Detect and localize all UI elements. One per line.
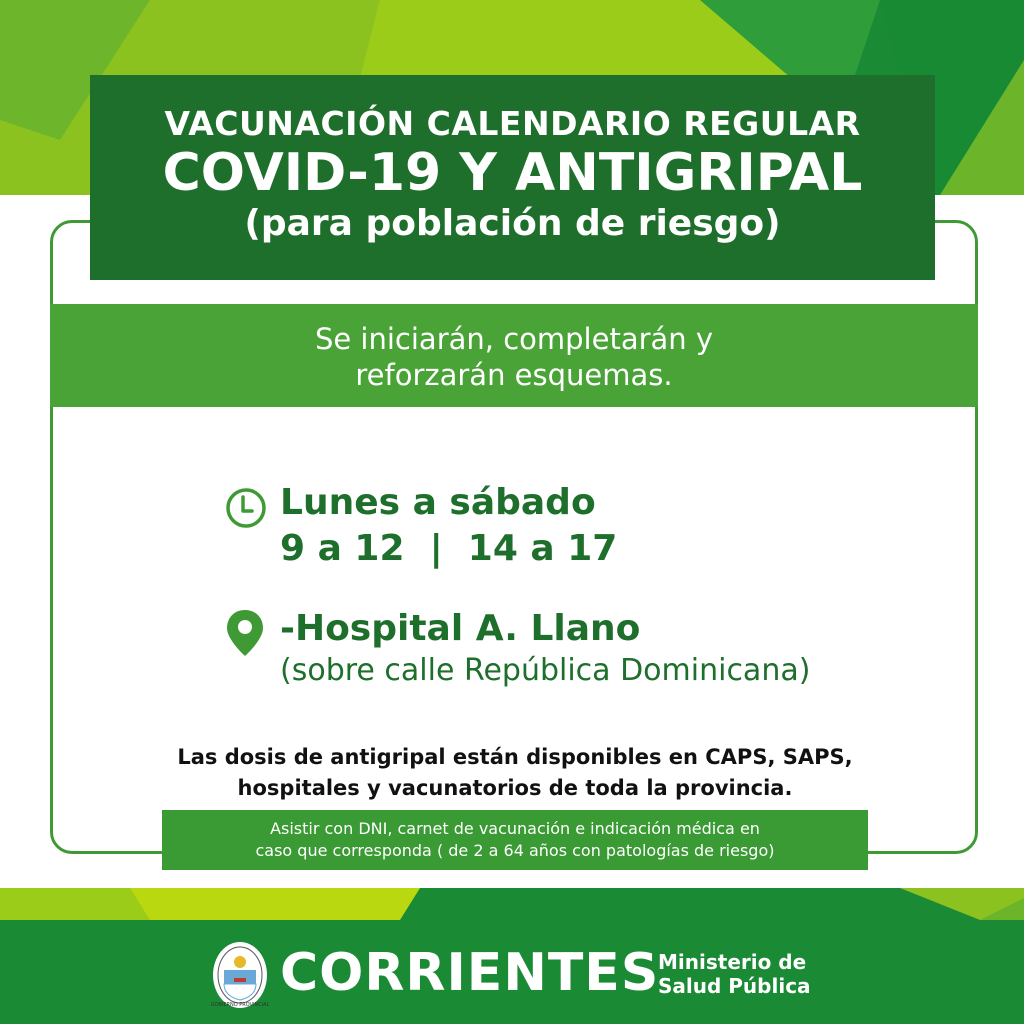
requirements-box xyxy=(162,810,868,870)
schemes-band xyxy=(50,304,978,407)
provincial-seal-icon xyxy=(211,940,269,1010)
province-name: CORRIENTES xyxy=(280,943,660,1003)
availability-note xyxy=(130,742,900,804)
band-line-2: reforzarán esquemas. xyxy=(355,358,673,392)
requirements-line-2: caso que corresponda ( de 2 a 64 años con patologías de riesgo) xyxy=(255,841,775,860)
location-pin-icon xyxy=(224,606,270,662)
schedule-row xyxy=(224,480,617,572)
location-detail: (sobre calle República Dominicana) xyxy=(280,653,811,688)
schedule-days: Lunes a sábado xyxy=(280,482,596,523)
title-line-1: VACUNACIÓN CALENDARIO REGULAR xyxy=(164,104,861,143)
band-line-1: Se iniciarán, completarán y xyxy=(314,322,714,356)
schedule-hours: 9 a 12 | 14 a 17 xyxy=(280,528,618,569)
title-line-2: COVID-19 Y ANTIGRIPAL xyxy=(162,143,863,203)
requirements-line-1: Asistir con DNI, carnet de vacunación e indicación médica en xyxy=(270,819,760,838)
ministry-name xyxy=(658,950,811,998)
location-place: -Hospital A. Llano xyxy=(280,608,641,649)
ministry-line-2: Salud Pública xyxy=(658,974,811,998)
title-box xyxy=(90,75,935,280)
title-line-3: (para población de riesgo) xyxy=(244,203,781,244)
location-row xyxy=(224,606,810,690)
note-line-1: Las dosis de antigripal están disponibles en CAPS, SAPS, xyxy=(177,745,853,769)
note-line-2: hospitales y vacunatorios de toda la provincia. xyxy=(237,776,793,800)
seal-caption: GOBIERNO PROVINCIAL xyxy=(211,1002,269,1008)
ministry-line-1: Ministerio de xyxy=(658,950,807,974)
clock-icon xyxy=(224,480,270,534)
